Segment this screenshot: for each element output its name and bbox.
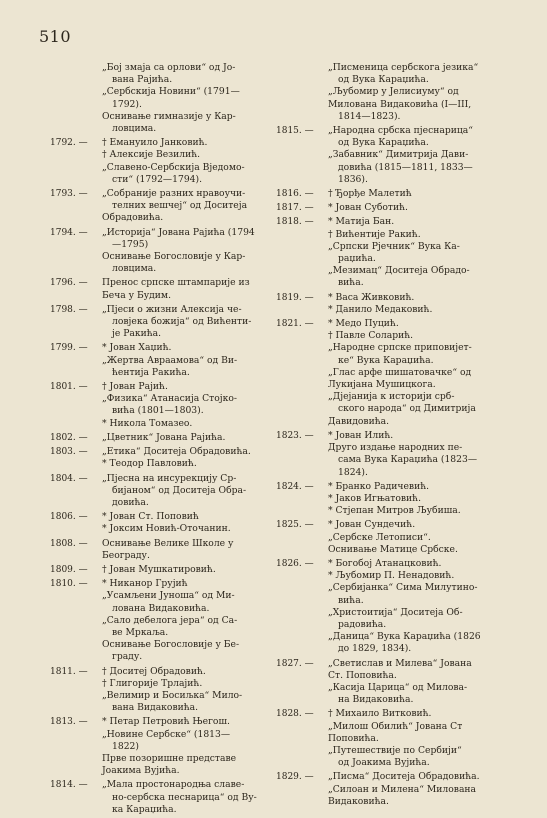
entry-line: ловцима. xyxy=(112,123,157,135)
entry-line: Милована Видаковића (I—III, xyxy=(328,98,472,110)
entry-year: 1799. — xyxy=(50,343,88,354)
entry-line: 1822) xyxy=(112,740,139,752)
entry-year: 1808. — xyxy=(50,538,88,549)
entry-line: је Ракића. xyxy=(112,328,162,340)
entry-line: ского народа“ од Димитрија xyxy=(338,403,476,415)
entry-line: ке“ Вука Караџића. xyxy=(338,354,434,366)
entry-year: 1793. — xyxy=(50,189,88,200)
entry-year: 1792. — xyxy=(50,138,88,149)
entry-line: „Силоан и Милена“ Милована xyxy=(328,783,477,795)
entry-year: 1806. — xyxy=(50,512,88,523)
entry-line: 1836). xyxy=(338,173,368,185)
entry-line: * Теодор Павловић. xyxy=(102,458,197,470)
left-column xyxy=(50,62,272,818)
entry-line: 1824). xyxy=(338,466,368,478)
entry-line: * Јован Сундечић. xyxy=(328,519,416,531)
entry-line: сти“ (1792—1794). xyxy=(112,173,203,185)
entry-line: * Данило Медаковић. xyxy=(328,303,433,315)
entry-year: 1824. — xyxy=(276,481,314,492)
entry-line: „Писменица сербскога језика“ xyxy=(328,62,479,73)
entry-year: 1819. — xyxy=(276,292,314,303)
entry-line: „Народна србска пјеснарица“ xyxy=(328,125,473,137)
entry-line: * Бранко Радичевић. xyxy=(328,480,430,492)
entry-line: ловцима. xyxy=(112,263,157,275)
entry-line: „Сербијанка“ Сима Милутино- xyxy=(328,582,478,594)
entry-line: * Љубомир П. Ненадовић. xyxy=(328,570,455,582)
entry-line: * Никола Томазео. xyxy=(102,417,193,429)
chronology-entry xyxy=(50,716,272,777)
right-column xyxy=(276,62,504,810)
entry-line: Београду. xyxy=(102,549,150,561)
entry-year: 1803. — xyxy=(50,447,88,458)
entry-year: 1814. — xyxy=(50,780,88,791)
entry-line: Оснивање Богословије у Бе- xyxy=(102,639,240,651)
entry-year: 1825. — xyxy=(276,520,314,531)
entry-year: 1809. — xyxy=(50,564,88,575)
entry-line: бијаном“ од Доситеја Обра- xyxy=(112,484,247,496)
entry-line: вана Видаковића. xyxy=(112,702,199,714)
entry-line: Давидовића. xyxy=(328,415,390,427)
entry-line: Оснивање Велике Школе у xyxy=(102,537,234,549)
entry-line: Прве позоришне представе xyxy=(102,752,237,764)
entry-line: „Пјесна на инсурекцију Ср- xyxy=(102,472,237,484)
entry-line: * Јаков Игњатовић. xyxy=(328,492,421,504)
entry-line: од Вука Караџића. xyxy=(338,137,429,149)
chronology-entry xyxy=(276,519,504,556)
chronology-entry xyxy=(50,511,272,535)
entry-line: „Путешествије по Сербији“ xyxy=(328,744,462,756)
entry-line: „Усамљени Јуноша“ од Ми- xyxy=(102,590,235,602)
entry-line: † Јован Рајић. xyxy=(102,381,168,393)
entry-line: * Јован Илић. xyxy=(328,429,394,441)
entry-line: 1792). xyxy=(112,98,142,110)
chronology-entry xyxy=(276,62,504,123)
chronology-entry xyxy=(50,666,272,715)
entry-line: „Светислав и Милева“ Јована xyxy=(328,657,472,669)
entry-year: 1818. — xyxy=(276,217,314,228)
entry-line: * Богобој Атанацковић. xyxy=(328,557,442,569)
chronology-entry xyxy=(276,188,504,200)
chronology-entry xyxy=(50,538,272,562)
entry-line: 1814—1823). xyxy=(338,110,401,122)
entry-line: „Жертва Авраамова“ од Ви- xyxy=(102,354,238,366)
entry-line: „Милош Обилић“ Јована Ст xyxy=(328,720,463,732)
entry-line: вића. xyxy=(338,277,364,289)
chronology-entry xyxy=(276,658,504,707)
entry-year: 1823. — xyxy=(276,430,314,441)
entry-line: до 1829, 1834). xyxy=(338,643,412,655)
entry-line: * Јоксим Новић-Оточанин. xyxy=(102,523,231,535)
entry-line: вана Рајића. xyxy=(112,74,173,86)
entry-line: * Јован Хаџић. xyxy=(102,342,172,354)
entry-line: Оснивање Матице Србске. xyxy=(328,543,458,555)
chronology-entry xyxy=(50,381,272,430)
entry-line: лована Видаковића. xyxy=(112,602,210,614)
entry-line: † Глигорије Трлајић. xyxy=(102,677,203,689)
chronology-entry xyxy=(50,188,272,225)
entry-line: † Јован Мушкатировић. xyxy=(102,563,216,575)
entry-line: Поповића. xyxy=(328,732,379,744)
entry-line: * Никанор Грујић xyxy=(102,578,188,590)
chronology-entry xyxy=(50,578,272,663)
chronology-entry xyxy=(276,216,504,289)
entry-line: * Васа Живковић. xyxy=(328,291,415,303)
entry-line: „Српски Рјечник“ Вука Ка- xyxy=(328,240,460,252)
chronology-entry xyxy=(276,708,504,769)
entry-line: † Ђорђе Малетић xyxy=(328,188,412,200)
entry-year: 1810. — xyxy=(50,579,88,590)
entry-line: Оснивање гимназије у Кар- xyxy=(102,110,236,122)
entry-line: „Глас арфе шишатовачке“ од xyxy=(328,366,472,378)
entry-line: * Медо Пуцић. xyxy=(328,318,399,330)
chronology-entry xyxy=(276,318,504,428)
entry-line: „Сало дебелога јера“ од Са- xyxy=(102,614,238,626)
entry-line: ка Караџића. xyxy=(112,803,177,815)
entry-line: „Новине Сербске“ (1813— xyxy=(102,728,231,740)
chronology-entry xyxy=(50,227,272,276)
entry-line: „Цветник“ Јована Рајића. xyxy=(102,431,226,443)
entry-line: „Бој змаја са орлови“ од Jо- xyxy=(102,62,236,73)
entry-line: „Мезимац“ Доситеја Обрадо- xyxy=(328,265,470,277)
chronology-entry xyxy=(50,342,272,379)
entry-line: † Емануило Јанковић. xyxy=(102,137,208,149)
entry-line: Лукијана Мушицкога. xyxy=(328,379,436,391)
entry-line: † Доситеј Обрадовић. xyxy=(102,665,206,677)
entry-line: „Славено-Сербскија Вједомо- xyxy=(102,161,245,173)
entry-line: „Сербскија Новини“ (1791— xyxy=(102,86,240,98)
entry-line: радовића. xyxy=(338,618,387,630)
entry-line: „Дјејанија к историји срб- xyxy=(328,391,455,403)
entry-line: „Писма“ Доситеја Обрадовића. xyxy=(328,771,480,783)
entry-line: вића. xyxy=(338,594,364,606)
entry-line: „Христоитија“ Доситеја Об- xyxy=(328,606,463,618)
entry-line: вића (1801—1803). xyxy=(112,405,204,417)
entry-line: „Етика“ Доситеја Обрадовића. xyxy=(102,446,251,458)
entry-line: сама Вука Караџића (1823— xyxy=(338,454,478,466)
entry-line: ловјека божија“ од Вићенти- xyxy=(112,316,252,328)
entry-year: 1817. — xyxy=(276,203,314,214)
entry-line: * Стјепан Митров Љубиша. xyxy=(328,505,461,517)
entry-year: 1829. — xyxy=(276,772,314,783)
entry-year: 1816. — xyxy=(276,189,314,200)
entry-line: † Михаило Витковић. xyxy=(328,708,432,720)
entry-year: 1794. — xyxy=(50,227,88,238)
chronology-entry xyxy=(276,292,504,316)
entry-year: 1802. — xyxy=(50,432,88,443)
entry-line: * Јован Суботић. xyxy=(328,202,408,214)
chronology-entry xyxy=(50,446,272,470)
entry-line: —1795) xyxy=(112,238,149,250)
chronology-entry xyxy=(50,432,272,444)
entry-line: довића (1815—1811, 1833— xyxy=(338,161,473,173)
entry-line: Беча у Будим. xyxy=(102,289,171,301)
entry-line: Јоакима Вујића. xyxy=(102,765,180,777)
entry-year: 1801. — xyxy=(50,382,88,393)
entry-line: „Касија Царица“ од Милова- xyxy=(328,681,468,693)
entry-line: „Народне српске приповијет- xyxy=(328,342,472,354)
entry-line: довића. xyxy=(112,496,149,508)
chronology-entry xyxy=(276,125,504,186)
entry-line: „Физика“ Атанасија Стојко- xyxy=(102,393,237,405)
entry-line: од Јоакима Вујића. xyxy=(338,757,430,769)
entry-year: 1826. — xyxy=(276,558,314,569)
chronology-entry xyxy=(50,277,272,301)
entry-year: 1798. — xyxy=(50,304,88,315)
entry-line: „Љубомир у Јелисиуму“ од xyxy=(328,86,459,98)
chronology-entry xyxy=(276,430,504,479)
entry-line: † Алексије Везилић. xyxy=(102,149,201,161)
entry-line: „Собраније разних нравоучи- xyxy=(102,188,246,200)
entry-line: * Јован Ст. Поповић xyxy=(102,511,199,523)
chronology-entry xyxy=(50,473,272,510)
entry-line: „Историја“ Јована Рајића (1794 xyxy=(102,226,255,238)
entry-line: раџића. xyxy=(338,253,376,265)
entry-line: „Даница“ Вука Караџића (1826 xyxy=(328,631,481,643)
chronology-entry xyxy=(50,564,272,576)
entry-line: * Петар Петровић Његош. xyxy=(102,716,230,728)
entry-line: „Сербске Летописи“. xyxy=(328,531,431,543)
entry-year: 1796. — xyxy=(50,278,88,289)
entry-line: Видаковића. xyxy=(328,795,389,807)
chronology-entry xyxy=(50,779,272,816)
entry-year: 1804. — xyxy=(50,473,88,484)
chronology-entry xyxy=(50,137,272,186)
entry-year: 1821. — xyxy=(276,319,314,330)
entry-line: граду. xyxy=(112,651,143,663)
chronology-entry xyxy=(50,62,272,135)
entry-line: „Забавник“ Димитрија Дави- xyxy=(328,149,469,161)
entry-year: 1815. — xyxy=(276,126,314,137)
entry-line: * Матија Бан. xyxy=(328,216,395,228)
entry-line: но-сербска песнарица“ од Ву- xyxy=(112,791,257,803)
chronology-entry xyxy=(276,771,504,808)
entry-year: 1828. — xyxy=(276,709,314,720)
entry-line: на Видаковића. xyxy=(338,694,414,706)
entry-year: 1813. — xyxy=(50,717,88,728)
page-number: 510 xyxy=(39,27,72,46)
entry-line: ве Мркаља. xyxy=(112,626,169,638)
entry-line: „Мала простонародња славе- xyxy=(102,779,245,791)
entry-line: Ст. Поповића. xyxy=(328,669,397,681)
entry-line: Друго издање народних пе- xyxy=(328,442,463,454)
chronology-entry xyxy=(276,558,504,656)
entry-line: ћентија Ракића. xyxy=(112,366,190,378)
entry-line: Пренос српске штампарије из xyxy=(102,277,250,289)
entry-line: Оснивање Богословије у Кар- xyxy=(102,251,246,263)
chronology-entry xyxy=(276,481,504,518)
entry-year: 1811. — xyxy=(50,666,88,677)
entry-line: „Велимир и Босиљка“ Мило- xyxy=(102,689,243,701)
entry-line: † Павле Соларић. xyxy=(328,330,414,342)
entry-year: 1827. — xyxy=(276,658,314,669)
entry-line: од Вука Караџића. xyxy=(338,74,429,86)
entry-line: телних вешчеј“ од Доситеја xyxy=(112,200,248,212)
entry-line: „Пјеси о жизни Алексија че- xyxy=(102,303,242,315)
entry-line: † Вићентије Ракић. xyxy=(328,228,421,240)
chronology-entry xyxy=(50,304,272,341)
chronology-entry xyxy=(276,202,504,214)
entry-line: Обрадовића. xyxy=(102,212,164,224)
